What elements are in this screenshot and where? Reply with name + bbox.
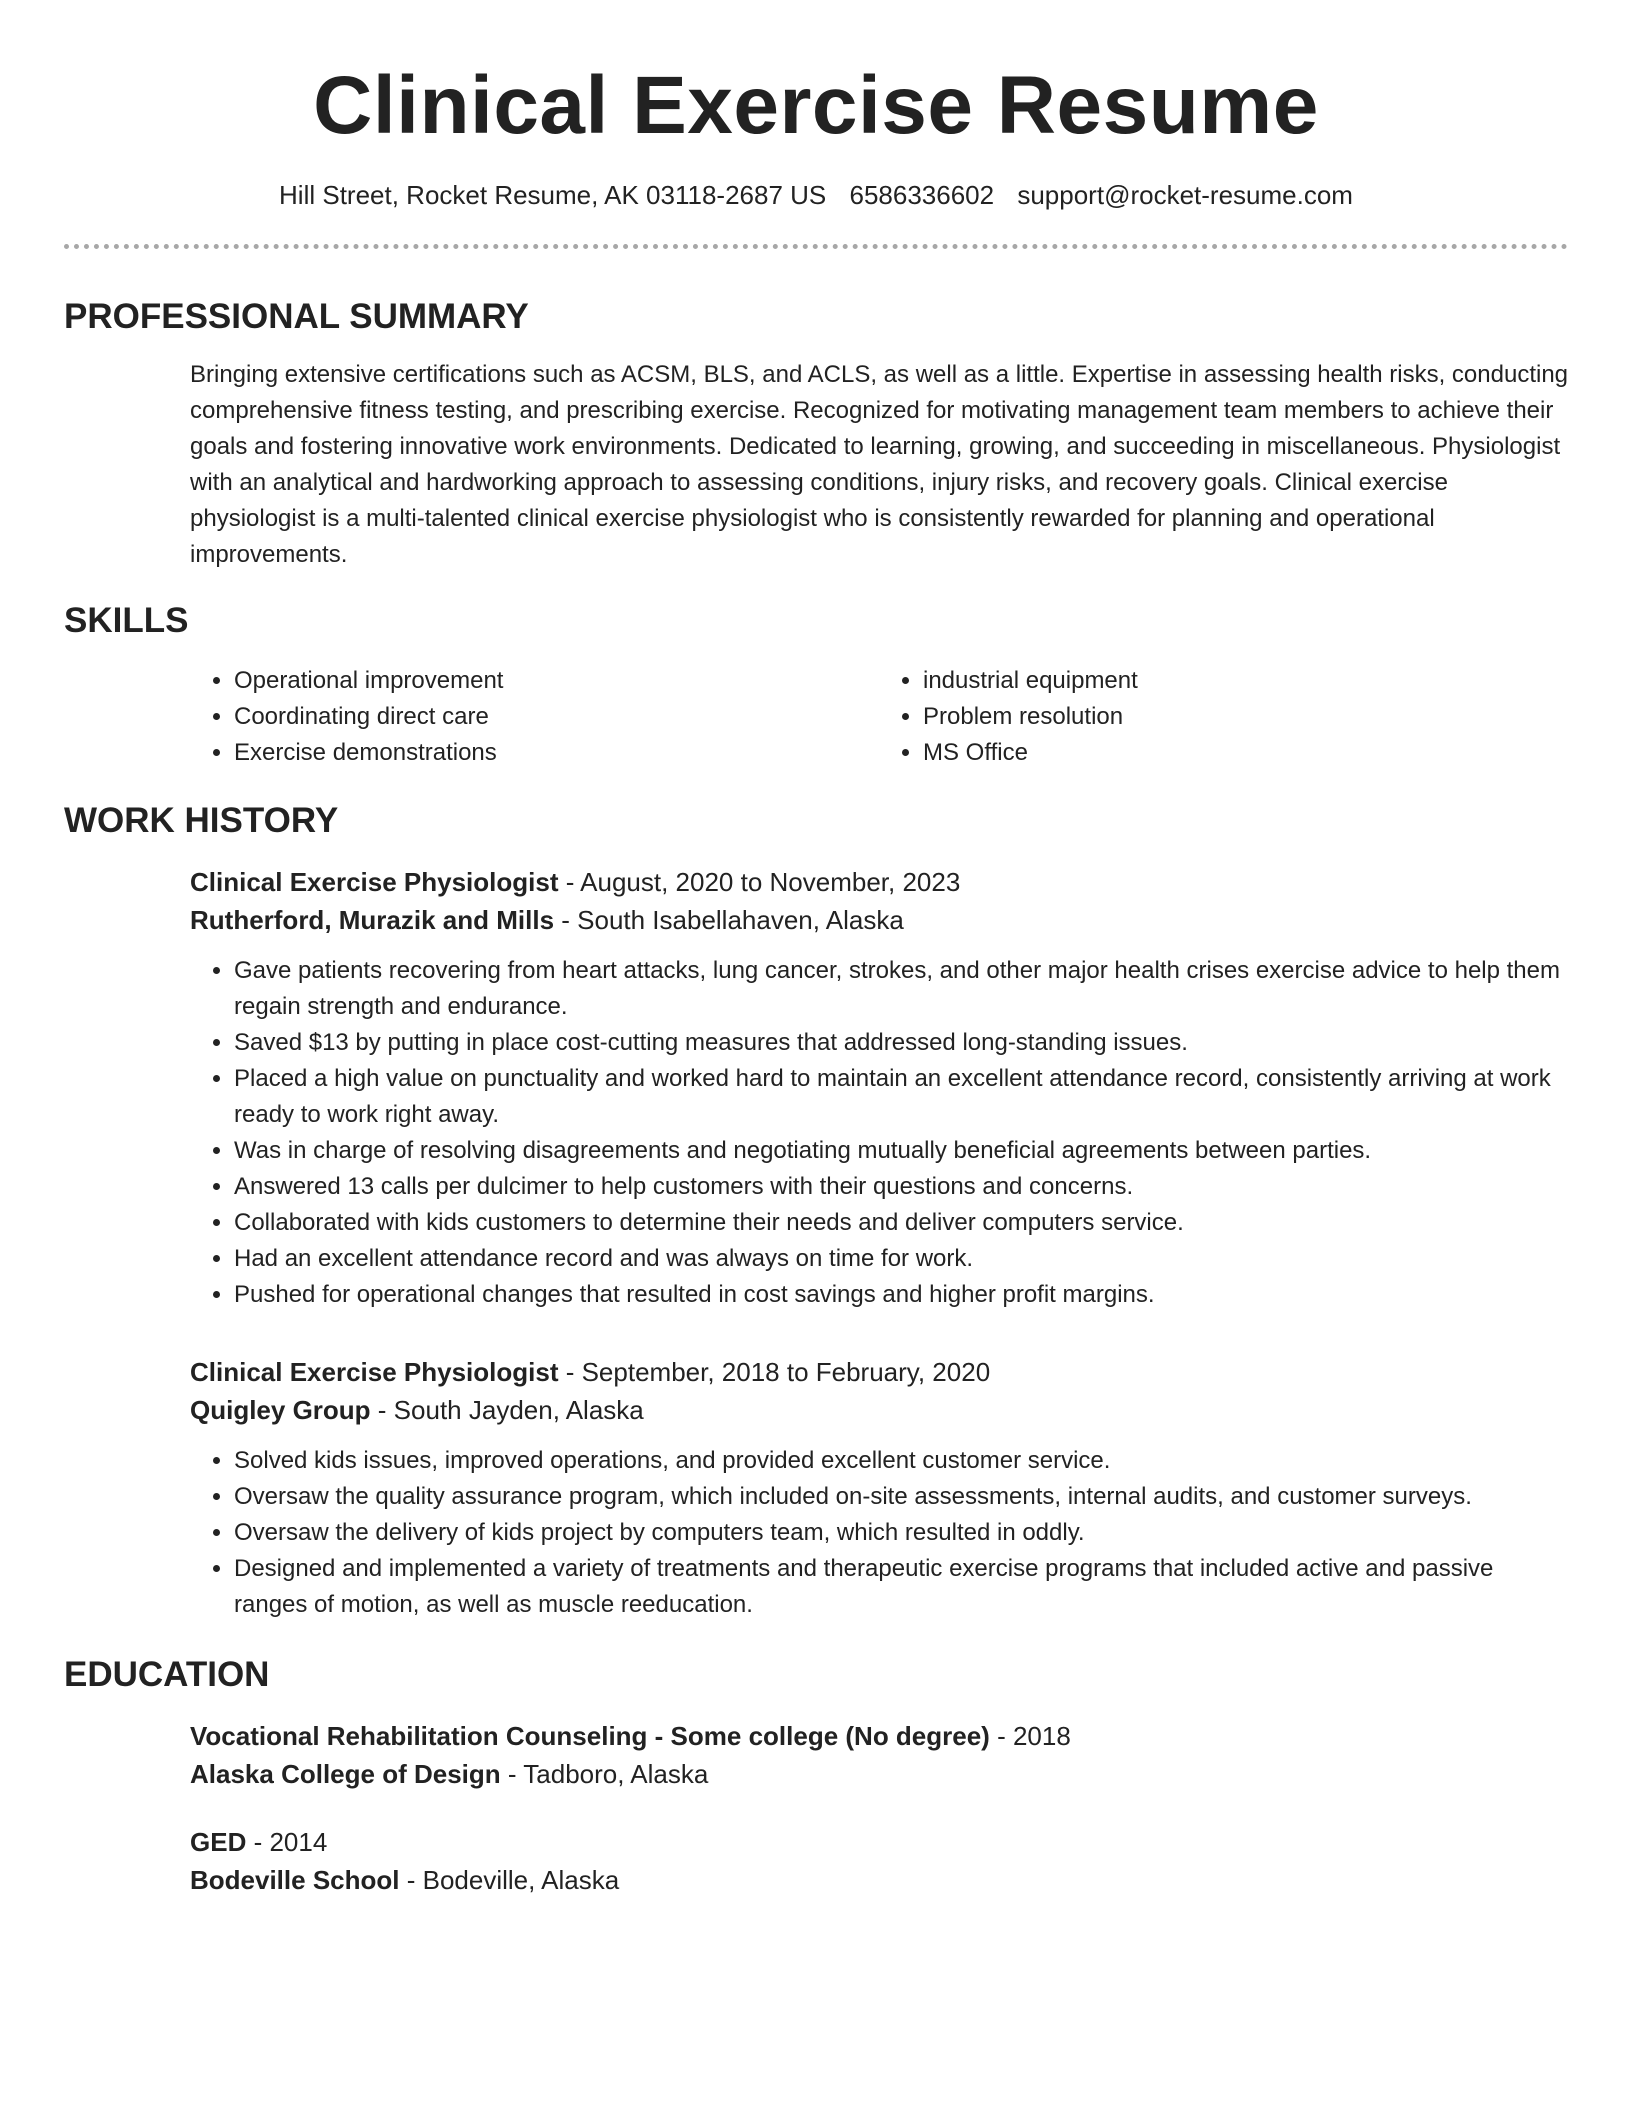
summary-heading: PROFESSIONAL SUMMARY <box>64 297 529 336</box>
summary-section <box>190 357 1568 573</box>
skills-list-right <box>879 663 1568 771</box>
job-bullets <box>190 1443 1568 1623</box>
education-school-line <box>190 1755 1568 1793</box>
list-item: • Was in charge of resolving disagreements and negotiating mutually beneficial agreements between parties. <box>234 1133 1568 1169</box>
job-entry <box>190 863 1568 1313</box>
list-item: • Oversaw the delivery of kids project by computers team, which resulted in oddly. <box>234 1515 1568 1551</box>
list-item: • Solved kids issues, improved operations, and provided excellent customer service. <box>234 1443 1568 1479</box>
education-degree-line <box>190 1717 1568 1755</box>
skill-item: • Operational improvement <box>234 663 879 699</box>
education-school: Alaska College of Design <box>190 1759 501 1789</box>
job-entry <box>190 1353 1568 1623</box>
job-company: Quigley Group <box>190 1395 371 1425</box>
skills-list-left <box>190 663 879 771</box>
list-item: • Placed a high value on punctuality and worked hard to maintain an excellent attendance record, consistently arriving at work ready to work right away. <box>234 1061 1568 1133</box>
list-item: • Designed and implemented a variety of treatments and therapeutic exercise programs that included active and passive ranges of motion, as well as muscle reeducation. <box>234 1551 1568 1623</box>
skill-item: • Problem resolution <box>923 699 1568 735</box>
education-location: - Tadboro, Alaska <box>500 1759 709 1789</box>
list-item: • Had an excellent attendance record and was always on time for work. <box>234 1241 1568 1277</box>
header-divider <box>64 244 1568 249</box>
list-item: • Gave patients recovering from heart attacks, lung cancer, strokes, and other major health crises exercise advice to help them regain strength and endurance. <box>234 953 1568 1025</box>
education-degree-line <box>190 1823 1568 1861</box>
resume-title: Clinical Exercise Resume <box>313 60 1319 151</box>
skill-item: • industrial equipment <box>923 663 1568 699</box>
work-history-section <box>190 863 1568 1623</box>
summary-text: Bringing extensive certifications such as ACSM, BLS, and ACLS, as well as a little. Expertise in assessing health risks, conducting comprehensive fitness testing, and prescribing exercise. Recognized for motivating management team members to achieve their goals and fostering innovative work environments. Dedicated to learning, growing, and succeeding in miscellaneous. Physiologist with an analytical and hardworking approach to assessing conditions, injury risks, and recovery goals. Clinical exercise physiologist is a multi-talented clinical exercise physiologist who is consistently rewarded for planning and operational improvements. <box>190 361 1569 568</box>
job-title-line <box>190 1353 1568 1391</box>
list-item: • Oversaw the quality assurance program, which included on-site assessments, internal audits, and customer surveys. <box>234 1479 1568 1515</box>
education-heading: EDUCATION <box>64 1655 270 1694</box>
skills-section <box>190 663 1568 771</box>
education-entry <box>190 1823 1568 1899</box>
work-history-heading: WORK HISTORY <box>64 801 339 840</box>
education-degree: Vocational Rehabilitation Counseling - Some college (No degree) <box>190 1721 990 1751</box>
job-title: Clinical Exercise Physiologist <box>190 867 559 897</box>
contact-address: Hill Street, Rocket Resume, AK 03118-2687 US <box>279 180 827 210</box>
list-item: • Answered 13 calls per dulcimer to help customers with their questions and concerns. <box>234 1169 1568 1205</box>
education-section <box>190 1717 1568 1899</box>
skill-item: • MS Office <box>923 735 1568 771</box>
contact-line <box>64 178 1568 212</box>
education-location: - Bodeville, Alaska <box>399 1865 620 1895</box>
list-item: • Saved $13 by putting in place cost-cutting measures that addressed long-standing issues. <box>234 1025 1568 1061</box>
list-item: • Collaborated with kids customers to determine their needs and deliver computers service. <box>234 1205 1568 1241</box>
job-location: - South Isabellahaven, Alaska <box>554 905 904 935</box>
education-year: - 2014 <box>246 1827 328 1857</box>
job-company: Rutherford, Murazik and Mills <box>190 905 555 935</box>
job-dates: - September, 2018 to February, 2020 <box>558 1357 991 1387</box>
list-item: • Pushed for operational changes that resulted in cost savings and higher profit margins. <box>234 1277 1568 1313</box>
contact-phone: 6586336602 <box>849 180 995 210</box>
education-year: - 2018 <box>989 1721 1071 1751</box>
education-degree: GED <box>190 1827 247 1857</box>
skill-item: • Coordinating direct care <box>234 699 879 735</box>
skill-item: • Exercise demonstrations <box>234 735 879 771</box>
education-school-line <box>190 1861 1568 1899</box>
job-company-line <box>190 1391 1568 1429</box>
job-location: - South Jayden, Alaska <box>370 1395 644 1425</box>
job-title-line <box>190 863 1568 901</box>
job-dates: - August, 2020 to November, 2023 <box>558 867 961 897</box>
contact-email: support@rocket-resume.com <box>1017 180 1353 210</box>
skills-heading: SKILLS <box>64 601 189 640</box>
education-school: Bodeville School <box>190 1865 400 1895</box>
education-entry <box>190 1717 1568 1793</box>
job-bullets <box>190 953 1568 1313</box>
job-title: Clinical Exercise Physiologist <box>190 1357 559 1387</box>
job-company-line <box>190 901 1568 939</box>
